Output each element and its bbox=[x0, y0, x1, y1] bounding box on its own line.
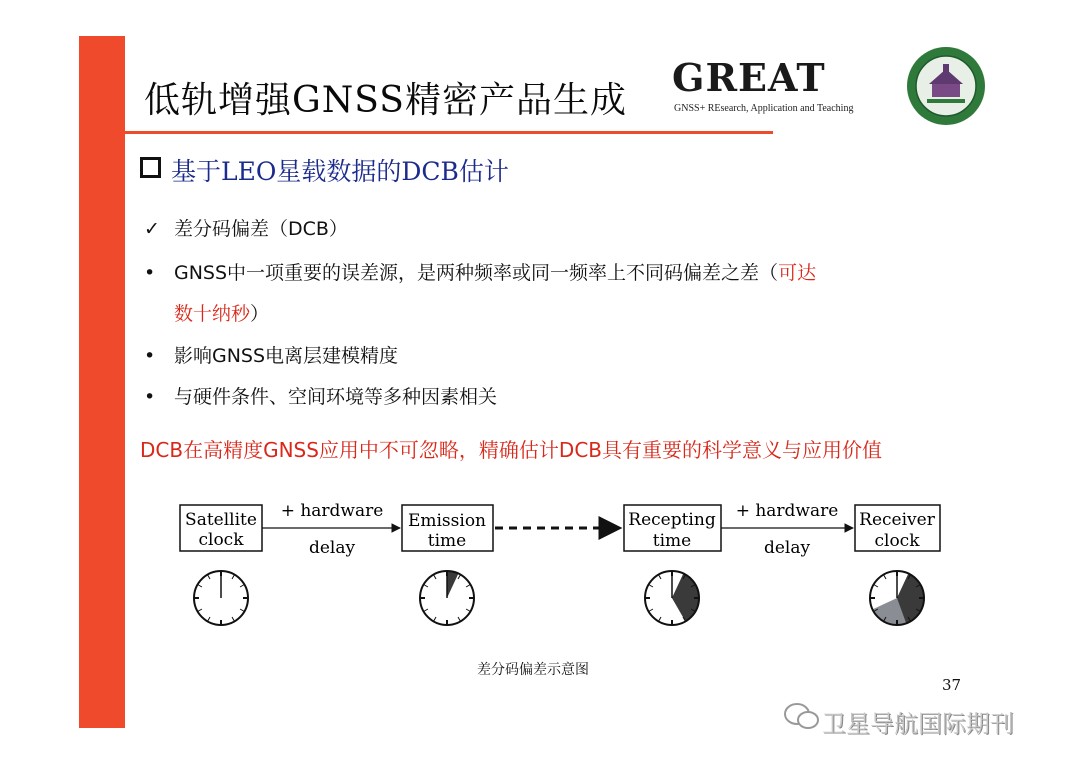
diagram-box-receiver-clock bbox=[855, 505, 940, 551]
clock-tick bbox=[884, 575, 887, 579]
checklist-item bbox=[144, 214, 348, 241]
clock-tick bbox=[232, 617, 235, 621]
clock-tick bbox=[649, 585, 653, 588]
clock-tick bbox=[424, 585, 428, 588]
bullet-icon: • bbox=[144, 386, 156, 408]
box-line2: time bbox=[427, 531, 467, 551]
clock-tick bbox=[466, 609, 470, 612]
clock-tick bbox=[208, 617, 211, 621]
bullet-icon: • bbox=[144, 345, 156, 367]
university-seal-icon bbox=[905, 45, 987, 127]
clock-tick bbox=[659, 575, 662, 579]
figure-caption: 差分码偏差示意图 bbox=[477, 662, 589, 678]
bullet-item-1 bbox=[144, 258, 816, 285]
bullet-text: 与硬件条件、空间环境等多种因素相关 bbox=[174, 386, 498, 408]
watermark-text: 卫星导航国际期刊 bbox=[822, 710, 1014, 738]
clock-tick bbox=[649, 609, 653, 612]
box-line2: time bbox=[652, 531, 692, 551]
side-accent-bar bbox=[79, 36, 125, 728]
diagram-box-satellite-clock bbox=[180, 505, 262, 551]
bullet-item-2 bbox=[144, 341, 398, 368]
box-line1: Emission bbox=[407, 511, 487, 531]
clock-tick bbox=[424, 609, 428, 612]
clock-icon-emission bbox=[420, 571, 474, 625]
square-bullet-icon bbox=[140, 157, 161, 178]
bullet-text-cont: ） bbox=[250, 303, 270, 325]
box-line1: Receiver bbox=[859, 510, 935, 530]
clock-tick bbox=[232, 575, 235, 579]
bullet-icon: • bbox=[144, 262, 156, 284]
bullet-text-emphasis: 可达 bbox=[778, 262, 817, 284]
arrow-label-bottom: delay bbox=[308, 538, 356, 558]
diagram-box-emission-time bbox=[402, 505, 493, 551]
clock-tick bbox=[434, 617, 437, 621]
box-line1: Recepting bbox=[628, 510, 716, 530]
wechat-icon bbox=[783, 701, 823, 733]
bullet-text-emphasis-cont: 数十纳秒 bbox=[174, 303, 251, 325]
clock-icon-satellite bbox=[194, 571, 248, 625]
clock-icon-recepting bbox=[645, 571, 699, 625]
checklist-item-text: 差分码偏差（DCB） bbox=[174, 218, 348, 240]
clock-tick bbox=[458, 575, 461, 579]
arrow-label-top: + hardware bbox=[280, 501, 384, 521]
check-icon: ✓ bbox=[144, 218, 160, 240]
bullet-item-3 bbox=[144, 382, 497, 409]
great-logo: GREAT bbox=[672, 55, 826, 100]
clock-tick bbox=[208, 575, 211, 579]
clock-elapsed-wedge bbox=[447, 571, 458, 598]
clock-tick bbox=[659, 617, 662, 621]
bullet-item-1-continuation bbox=[174, 299, 269, 326]
great-logo-subtitle: GNSS+ REsearch, Application and Teaching bbox=[674, 103, 854, 114]
box-line1: Satellite bbox=[185, 510, 257, 530]
dcb-diagram bbox=[170, 490, 960, 640]
clock-tick bbox=[874, 585, 878, 588]
bullet-text: GNSS中一项重要的误差源，是两种频率或同一频率上不同码偏差之差（ bbox=[174, 262, 779, 284]
clock-icon-receiver bbox=[870, 571, 924, 625]
arrow-label-top: + hardware bbox=[735, 501, 839, 521]
diagram-box-recepting-time bbox=[624, 505, 721, 551]
clock-tick bbox=[458, 617, 461, 621]
clock-tick bbox=[240, 609, 244, 612]
clock-tick bbox=[434, 575, 437, 579]
clock-tick bbox=[240, 585, 244, 588]
clock-tick bbox=[198, 609, 202, 612]
clock-tick bbox=[198, 585, 202, 588]
arrow-label-bottom: delay bbox=[763, 538, 811, 558]
bullet-text: 影响GNSS电离层建模精度 bbox=[174, 345, 399, 367]
box-line2: clock bbox=[874, 531, 920, 551]
box-line2: clock bbox=[198, 530, 244, 550]
section-heading-text: 基于LEO星载数据的DCB估计 bbox=[171, 157, 509, 186]
section-heading bbox=[140, 152, 509, 188]
highlight-statement: DCB在高精度GNSS应用中不可忽略，精确估计DCB具有重要的科学意义与应用价值 bbox=[140, 438, 883, 462]
page-number: 37 bbox=[942, 676, 962, 694]
clock-tick bbox=[466, 585, 470, 588]
title-underline bbox=[125, 131, 773, 134]
slide-title: 低轨增强GNSS精密产品生成 bbox=[144, 80, 627, 121]
